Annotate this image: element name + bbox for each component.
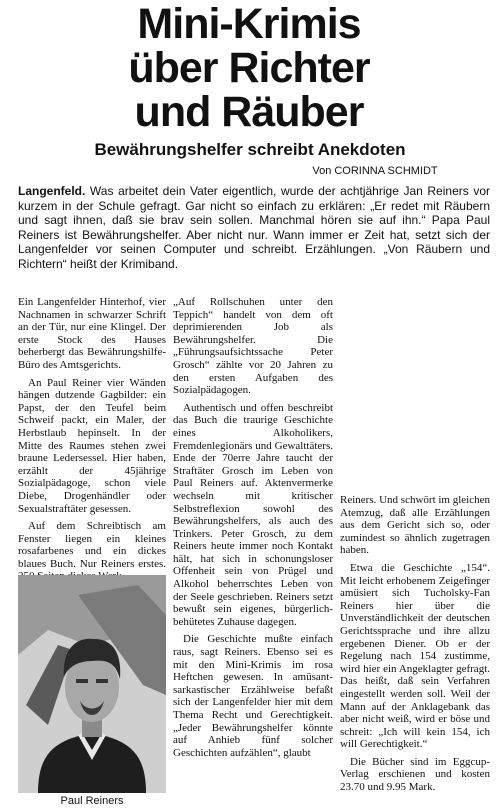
paragraph: Auf dem Schreibtisch am Fenster liegen ein kleines rosafarbenes und ein dickes blaues Buch. Nur Reiners erstes.	[18, 520, 166, 570]
portrait-image	[18, 575, 166, 793]
column-3	[340, 494, 490, 799]
byline: Von CORINNA SCHMIDT	[312, 165, 438, 177]
subheadline: Bewährungshelfer schreibt Anekdoten	[94, 140, 406, 159]
headline-line-1: Mini-Krimis	[137, 0, 361, 48]
headline-line-3: und Räuber	[134, 88, 364, 136]
headline-line-2: über Richter	[128, 44, 370, 92]
lead-place: Langenfeld.	[18, 184, 86, 198]
photo-caption: Paul Reiners	[60, 795, 124, 807]
paragraph: Die Bücher sind im Eggcup-Verlag erschienen und kosten 23.70 und 9.95 Mark.	[340, 755, 490, 794]
column-1	[18, 296, 166, 588]
lead-text: Was arbeitet dein Vater eigentlich, wurde der achtjährige Jan Reiners vor kurzem in der Schule gefragt. Gar nicht so einfach zu erklären: „Er redet mit Räubern und sagt ihnen, daß sie brav sein sollen. Manchmal hören sie auf ihn.“ Papa Paul Reiners ist Bewährungshelfer. Aber nicht nur. Wann immer er Zeit hat, setzt sich der Langenfelder vor seinen Computer und schreibt. Erzählungen. „Von Räubern und Richtern“ heißt der Krimiband.	[18, 184, 490, 271]
paragraph: Die Geschichte mußte einfach raus, sagt Reiners. Ebenso sei es mit den Mini-Krimis im rosa Heftchen gewesen. In amüsant-sarkastischer Erzählweise befaßt sich der Langenfelder hier mit dem Thema Recht und Gerechtigkeit. „Jeder Bewährungshelfer könnte auf Anhieb fünf solcher Geschichten aufzählen“, glaubt	[173, 633, 333, 759]
column-2	[173, 296, 333, 764]
paragraph: Ein Langenfelder Hinterhof, vier Nachnamen in schwarzer Schrift an der Tür, nur eine Klingel. Der erste Stock des Hauses beherbergt das Bewährungshilfe-Büro des Amtsgerichts.	[18, 296, 166, 371]
paragraph: Reiners. Und schwört im gleichen Atemzug, daß alle Erzählungen aus dem Gericht sich so, oder zumindest so ähnlich zugetragen haben.	[340, 494, 490, 557]
paragraph: Etwa die Geschichte „154“. Mit leicht erhobenem Zeigefinger amüsiert sich Tucholsky-Fan Reiners hier über die Unverständlichkeit der deutschen Gerichtssprache und ihre allzu ergebenen Diener. Ob er der Regelung nach 154 zustimme, wird hier ein Angeklagter gefragt. Das heißt, daß sein Verfahren eingestellt werden soll. Weil der Mann auf der Anklagebank das aber nicht weiß, wird er böse und schreit: „Ich will kein 154, ich will Gerechtigkeit.“	[340, 561, 490, 751]
author-photo	[18, 575, 166, 793]
lead-paragraph	[18, 184, 490, 271]
paragraph: „Auf Rollschuhen unter den Teppich“ handelt von dem oft deprimierenden Job als Bewährungshelfer. Die „Führungsaufsichtssache Peter Grosch“ zählte vor 20 Jahren zu den ersten Aufgaben des Sozialpädagogen.	[173, 296, 333, 397]
headline	[0, 2, 498, 134]
paragraph: Authentisch und offen beschreibt das Buch die traurige Geschichte eines Alkoholikers, Fremdenlegionärs und Gewalttäters. Ende der 70erre Jahre taucht der Straftäter Grosch im Leben von Paul Reiners auf. Aktenvermerke wechseln mit kritischer Selbstreflexion sowohl des Bewährungshelfers, als auch des Trinkers. Peter Grosch, zu dem Reiners heute immer noch Kontakt hält, hat sich in schonungsloser Offenheit sein von Prügel und Alkohol beherrschtes Leben von der Seele geschrieben. Reiners setzt bewußt sein eigenes, bürgerlich-behütetes Zuhause dagegen.	[173, 401, 333, 628]
paragraph: An Paul Reiner vier Wänden hängen dutzende Gagbilder: ein Papst, der den Teufel beim Schweif packt, ein Maler, der Herbstlaub hepinselt. In der Mitte des Raumes stehen zwei braune Ledersessel. Hier haben, erzählt der 45jährige Sozialpädagoge, schon viele Diebe, Drogenhändler oder Sexualstraftäter gesessen.	[18, 376, 166, 515]
